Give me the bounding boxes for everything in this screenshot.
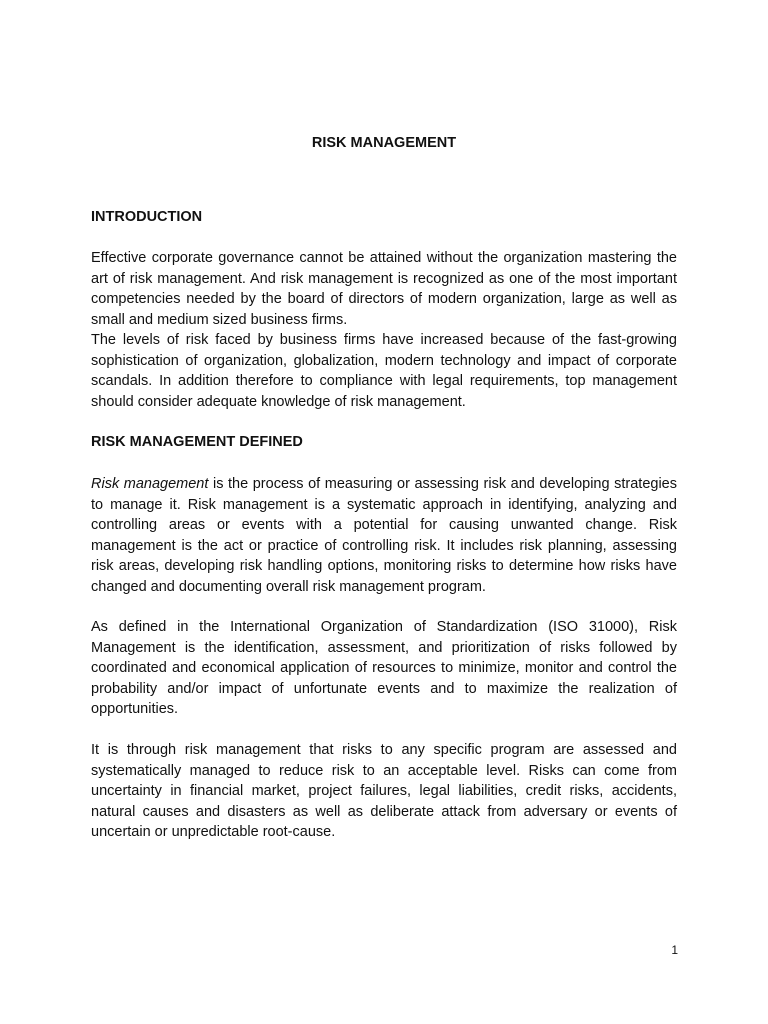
page-number: 1 [671,943,678,957]
section-heading-introduction: INTRODUCTION [91,209,203,225]
defined-term: Risk management [91,476,209,492]
intro-paragraph-1: Effective corporate governance cannot be attained without the organization mastering the art of risk management. And risk management is recognized as one of the most important competencies needed by the board of directors of modern organization, large as well as small and medium sized business firms. [91,250,677,328]
defined-paragraph-3: It is through risk management that risks to any specific program are assessed and systematically managed to reduce risk to an acceptable level. Risks can come from uncertainty in financial market, project failures, legal liabilities, credit risks, accidents, natural causes and disasters as well as deliberate attack from adversary or events of uncertain or unpredictable root-cause. [91,742,677,841]
document-title: RISK MANAGEMENT [311,135,457,151]
defined-paragraph-1-body: is the process of measuring or assessing risk and developing strategies to manage it. Risk management is a systematic approach in identifying, analyzing and controlling areas or events with a potential for causing unwanted change. Risk management is the act or practice of controlling risk. It includes risk planning, assessing risk areas, developing risk handling options, monitoring risks to determine how risks have changed and documenting overall risk management program. [91,476,677,595]
defined-paragraph-1 [91,474,677,598]
defined-paragraph-2: As defined in the International Organization of Standardization (ISO 31000), Risk Management is the identification, assessment, and prioritization of risks followed by coordinated and economical application of resources to minimize, monitor and control the probability and/or impact of unfortunate events and to maximize the realization of opportunities. [91,619,677,718]
intro-paragraph-2: The levels of risk faced by business firms have increased because of the fast-growing sophistication of organization, globalization, modern technology and impact of corporate scandals. In addition therefore to compliance with legal requirements, top management should consider adequate knowledge of risk management. [91,332,677,410]
section-heading-risk-management-defined: RISK MANAGEMENT DEFINED [91,434,303,450]
